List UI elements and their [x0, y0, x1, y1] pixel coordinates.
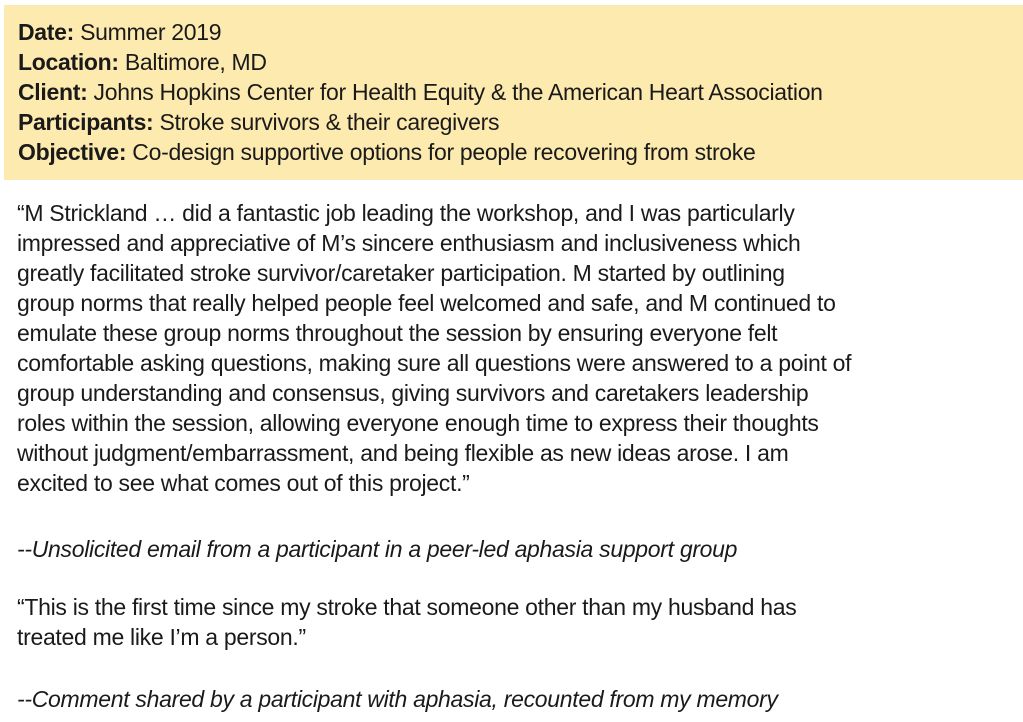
metadata-location-value: Baltimore, MD: [118, 49, 267, 75]
metadata-date: [18, 17, 1003, 47]
quote-line: emulate these group norms throughout the session by ensuring everyone felt: [17, 320, 778, 346]
metadata-client-label: Client:: [18, 79, 88, 105]
quote-attribution-comment: --Comment shared by a participant with aphasia, recounted from my memory: [17, 686, 778, 712]
quote-attribution-email: --Unsolicited email from a participant in a peer-led aphasia support group: [17, 536, 738, 562]
metadata-objective: [18, 137, 1003, 167]
metadata-client-value: Johns Hopkins Center for Health Equity & the American Heart Association: [87, 79, 823, 105]
quote-line: excited to see what comes out of this project.”: [17, 470, 470, 496]
quote-line: greatly facilitated stroke survivor/caretaker participation. M started by outlining: [17, 260, 785, 286]
quote-line: group understanding and consensus, giving survivors and caretakers leadership: [17, 380, 809, 406]
metadata-location-label: Location:: [18, 49, 119, 75]
metadata-objective-value: Co-design supportive options for people recovering from stroke: [126, 139, 756, 165]
participant-quote-comment: [17, 592, 1023, 652]
metadata-participants: [18, 107, 1003, 137]
quote-line: comfortable asking questions, making sure all questions were answered to a point of: [17, 350, 852, 376]
quote-line: “M Strickland … did a fantastic job leading the workshop, and I was particularly: [17, 200, 795, 226]
project-metadata-box: [4, 5, 1023, 180]
metadata-location: [18, 47, 1003, 77]
metadata-participants-value: Stroke survivors & their caregivers: [153, 109, 500, 135]
quote-line: “This is the first time since my stroke that someone other than my husband has: [17, 594, 797, 620]
quote-line: impressed and appreciative of M’s sincere enthusiasm and inclusiveness which: [17, 230, 801, 256]
quote-line: roles within the session, allowing everyone enough time to express their thoughts: [17, 410, 819, 436]
metadata-participants-label: Participants:: [18, 109, 154, 135]
participant-quote-email: [17, 198, 1023, 498]
metadata-date-value: Summer 2019: [74, 19, 222, 45]
quote-line: treated me like I’m a person.”: [17, 624, 306, 650]
testimonials-section: [17, 198, 1023, 714]
metadata-client: [18, 77, 1003, 107]
quote-line: group norms that really helped people feel welcomed and safe, and M continued to: [17, 290, 836, 316]
metadata-date-label: Date:: [18, 19, 75, 45]
quote-line: without judgment/embarrassment, and being flexible as new ideas arose. I am: [17, 440, 789, 466]
metadata-objective-label: Objective:: [18, 139, 127, 165]
